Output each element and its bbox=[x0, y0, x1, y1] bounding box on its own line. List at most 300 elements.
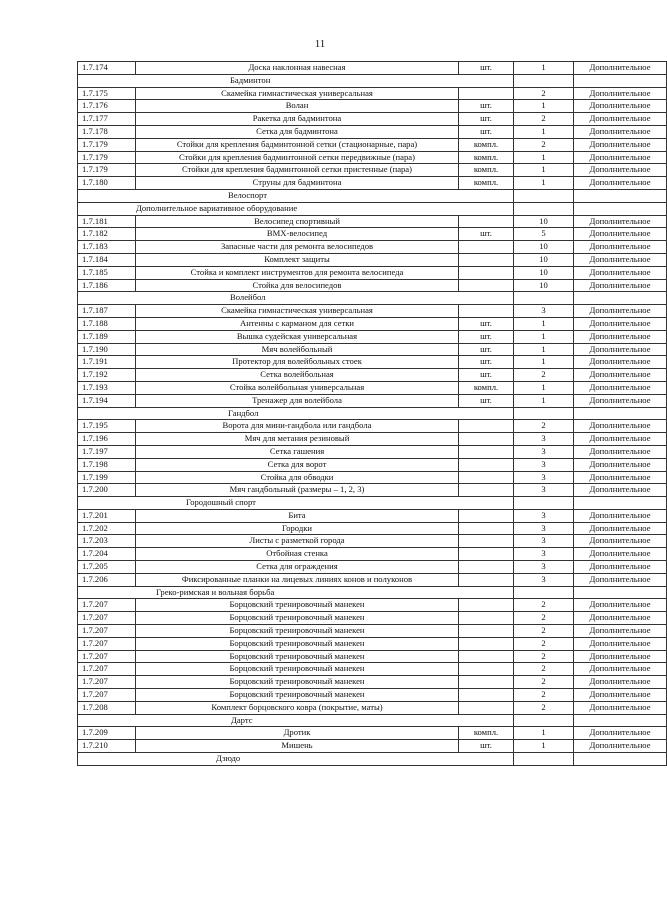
item-unit-cell bbox=[459, 612, 514, 625]
item-type-cell: Дополнительное bbox=[574, 458, 667, 471]
item-name-cell: Фиксированные планки на лицевых линиях конов и полуконов bbox=[136, 573, 459, 586]
section-title: Дзюдо bbox=[78, 753, 514, 766]
table-row bbox=[78, 343, 667, 356]
item-quantity-cell: 1 bbox=[514, 356, 574, 369]
item-quantity-cell: 10 bbox=[514, 215, 574, 228]
section-qty-cell bbox=[514, 202, 574, 215]
section-type-cell bbox=[574, 292, 667, 305]
item-name-cell: Борцовский тренировочный манекен bbox=[136, 650, 459, 663]
item-unit-cell bbox=[459, 689, 514, 702]
item-number-cell: 1.7.194 bbox=[78, 394, 136, 407]
table-row bbox=[78, 727, 667, 740]
item-quantity-cell: 3 bbox=[514, 471, 574, 484]
item-unit-cell: компл. bbox=[459, 164, 514, 177]
item-number-cell: 1.7.210 bbox=[78, 740, 136, 753]
item-name-cell: Стойки для крепления бадминтонной сетки передвижные (пара) bbox=[136, 151, 459, 164]
item-type-cell: Дополнительное bbox=[574, 305, 667, 318]
table-row bbox=[78, 253, 667, 266]
table-row bbox=[78, 305, 667, 318]
item-unit-cell: шт. bbox=[459, 317, 514, 330]
item-quantity-cell: 3 bbox=[514, 548, 574, 561]
item-name-cell: Протектор для волейбольных стоек bbox=[136, 356, 459, 369]
item-number-cell: 1.7.207 bbox=[78, 637, 136, 650]
table-row bbox=[78, 241, 667, 254]
section-qty-cell bbox=[514, 714, 574, 727]
item-type-cell: Дополнительное bbox=[574, 548, 667, 561]
item-number-cell: 1.7.177 bbox=[78, 113, 136, 126]
item-name-cell: Антенны с карманом для сетки bbox=[136, 317, 459, 330]
item-type-cell: Дополнительное bbox=[574, 343, 667, 356]
table-row bbox=[78, 471, 667, 484]
item-quantity-cell: 3 bbox=[514, 458, 574, 471]
item-quantity-cell: 2 bbox=[514, 676, 574, 689]
item-name-cell: Сетка для ворот bbox=[136, 458, 459, 471]
item-quantity-cell: 1 bbox=[514, 177, 574, 190]
equipment-table bbox=[77, 61, 667, 766]
table-row bbox=[78, 125, 667, 138]
item-type-cell: Дополнительное bbox=[574, 612, 667, 625]
section-type-cell bbox=[574, 497, 667, 510]
item-number-cell: 1.7.181 bbox=[78, 215, 136, 228]
item-type-cell: Дополнительное bbox=[574, 125, 667, 138]
item-quantity-cell: 2 bbox=[514, 701, 574, 714]
item-type-cell: Дополнительное bbox=[574, 689, 667, 702]
section-header-row bbox=[78, 753, 667, 766]
item-quantity-cell: 1 bbox=[514, 394, 574, 407]
section-header-row bbox=[78, 202, 667, 215]
item-name-cell: Тренажер для волейбола bbox=[136, 394, 459, 407]
item-name-cell: Велосипед спортивный bbox=[136, 215, 459, 228]
item-name-cell: Доска наклонная навесная bbox=[136, 62, 459, 75]
item-number-cell: 1.7.179 bbox=[78, 151, 136, 164]
item-unit-cell: компл. bbox=[459, 727, 514, 740]
item-unit-cell: шт. bbox=[459, 394, 514, 407]
item-unit-cell bbox=[459, 663, 514, 676]
item-number-cell: 1.7.187 bbox=[78, 305, 136, 318]
table-row bbox=[78, 433, 667, 446]
table-row bbox=[78, 369, 667, 382]
section-header-row bbox=[78, 189, 667, 202]
item-number-cell: 1.7.195 bbox=[78, 420, 136, 433]
table-row bbox=[78, 100, 667, 113]
section-title: Греко-римская и вольная борьба bbox=[78, 586, 514, 599]
item-quantity-cell: 3 bbox=[514, 573, 574, 586]
table-row bbox=[78, 676, 667, 689]
item-type-cell: Дополнительное bbox=[574, 253, 667, 266]
item-unit-cell bbox=[459, 253, 514, 266]
item-type-cell: Дополнительное bbox=[574, 356, 667, 369]
item-unit-cell: шт. bbox=[459, 356, 514, 369]
item-number-cell: 1.7.201 bbox=[78, 509, 136, 522]
item-number-cell: 1.7.185 bbox=[78, 266, 136, 279]
section-header-row bbox=[78, 74, 667, 87]
section-header-row bbox=[78, 497, 667, 510]
item-number-cell: 1.7.208 bbox=[78, 701, 136, 714]
item-name-cell: BMX-велосипед bbox=[136, 228, 459, 241]
item-type-cell: Дополнительное bbox=[574, 637, 667, 650]
item-quantity-cell: 3 bbox=[514, 535, 574, 548]
table-row bbox=[78, 535, 667, 548]
item-number-cell: 1.7.192 bbox=[78, 369, 136, 382]
table-row bbox=[78, 62, 667, 75]
item-unit-cell bbox=[459, 561, 514, 574]
item-number-cell: 1.7.182 bbox=[78, 228, 136, 241]
item-number-cell: 1.7.174 bbox=[78, 62, 136, 75]
section-title: Дополнительное вариативное оборудование bbox=[78, 202, 514, 215]
item-number-cell: 1.7.207 bbox=[78, 663, 136, 676]
item-name-cell: Борцовский тренировочный манекен bbox=[136, 637, 459, 650]
item-type-cell: Дополнительное bbox=[574, 151, 667, 164]
section-header-row bbox=[78, 586, 667, 599]
item-number-cell: 1.7.179 bbox=[78, 164, 136, 177]
table-row bbox=[78, 317, 667, 330]
item-type-cell: Дополнительное bbox=[574, 522, 667, 535]
item-unit-cell: компл. bbox=[459, 138, 514, 151]
item-name-cell: Дротик bbox=[136, 727, 459, 740]
item-type-cell: Дополнительное bbox=[574, 561, 667, 574]
item-unit-cell: шт. bbox=[459, 343, 514, 356]
section-qty-cell bbox=[514, 74, 574, 87]
table-row bbox=[78, 650, 667, 663]
item-name-cell: Вышка судейская универсальная bbox=[136, 330, 459, 343]
section-title: Волейбол bbox=[78, 292, 514, 305]
section-title: Велоспорт bbox=[78, 189, 514, 202]
item-type-cell: Дополнительное bbox=[574, 369, 667, 382]
item-number-cell: 1.7.179 bbox=[78, 138, 136, 151]
item-name-cell: Запасные части для ремонта велосипедов bbox=[136, 241, 459, 254]
item-unit-cell: компл. bbox=[459, 381, 514, 394]
item-unit-cell: шт. bbox=[459, 330, 514, 343]
item-number-cell: 1.7.183 bbox=[78, 241, 136, 254]
item-type-cell: Дополнительное bbox=[574, 471, 667, 484]
table-row bbox=[78, 689, 667, 702]
item-unit-cell bbox=[459, 548, 514, 561]
table-row bbox=[78, 548, 667, 561]
table-row bbox=[78, 177, 667, 190]
item-name-cell: Сетка для ограждения bbox=[136, 561, 459, 574]
table-row bbox=[78, 625, 667, 638]
item-number-cell: 1.7.191 bbox=[78, 356, 136, 369]
item-type-cell: Дополнительное bbox=[574, 241, 667, 254]
table-row bbox=[78, 330, 667, 343]
item-unit-cell bbox=[459, 420, 514, 433]
section-type-cell bbox=[574, 202, 667, 215]
section-title: Гандбол bbox=[78, 407, 514, 420]
item-unit-cell: шт. bbox=[459, 369, 514, 382]
item-name-cell: Сетка гашения bbox=[136, 445, 459, 458]
table-row bbox=[78, 420, 667, 433]
item-quantity-cell: 1 bbox=[514, 100, 574, 113]
item-number-cell: 1.7.205 bbox=[78, 561, 136, 574]
item-quantity-cell: 1 bbox=[514, 343, 574, 356]
item-type-cell: Дополнительное bbox=[574, 599, 667, 612]
item-type-cell: Дополнительное bbox=[574, 484, 667, 497]
item-type-cell: Дополнительное bbox=[574, 317, 667, 330]
item-unit-cell: шт. bbox=[459, 113, 514, 126]
item-quantity-cell: 3 bbox=[514, 445, 574, 458]
page-number: 11 bbox=[314, 38, 326, 50]
item-number-cell: 1.7.204 bbox=[78, 548, 136, 561]
section-qty-cell bbox=[514, 407, 574, 420]
table-row bbox=[78, 113, 667, 126]
item-name-cell: Струны для бадминтона bbox=[136, 177, 459, 190]
item-number-cell: 1.7.184 bbox=[78, 253, 136, 266]
item-name-cell: Стойки для крепления бадминтонной сетки пристенные (пара) bbox=[136, 164, 459, 177]
item-quantity-cell: 2 bbox=[514, 625, 574, 638]
item-quantity-cell: 2 bbox=[514, 138, 574, 151]
item-name-cell: Борцовский тренировочный манекен bbox=[136, 625, 459, 638]
item-number-cell: 1.7.203 bbox=[78, 535, 136, 548]
item-unit-cell bbox=[459, 650, 514, 663]
item-type-cell: Дополнительное bbox=[574, 113, 667, 126]
item-quantity-cell: 1 bbox=[514, 317, 574, 330]
item-unit-cell bbox=[459, 266, 514, 279]
item-type-cell: Дополнительное bbox=[574, 625, 667, 638]
item-name-cell: Волан bbox=[136, 100, 459, 113]
item-name-cell: Стойка и комплект инструментов для ремонта велосипеда bbox=[136, 266, 459, 279]
item-name-cell: Комплект борцовского ковра (покрытие, маты) bbox=[136, 701, 459, 714]
item-quantity-cell: 2 bbox=[514, 663, 574, 676]
item-unit-cell bbox=[459, 279, 514, 292]
item-quantity-cell: 2 bbox=[514, 650, 574, 663]
item-quantity-cell: 2 bbox=[514, 369, 574, 382]
item-number-cell: 1.7.198 bbox=[78, 458, 136, 471]
item-quantity-cell: 2 bbox=[514, 637, 574, 650]
table-row bbox=[78, 87, 667, 100]
item-type-cell: Дополнительное bbox=[574, 394, 667, 407]
item-name-cell: Борцовский тренировочный манекен bbox=[136, 663, 459, 676]
section-header-row bbox=[78, 292, 667, 305]
table-row bbox=[78, 138, 667, 151]
table-row bbox=[78, 599, 667, 612]
section-type-cell bbox=[574, 753, 667, 766]
item-type-cell: Дополнительное bbox=[574, 676, 667, 689]
item-type-cell: Дополнительное bbox=[574, 650, 667, 663]
item-unit-cell bbox=[459, 599, 514, 612]
equipment-table-body bbox=[78, 62, 667, 766]
item-unit-cell bbox=[459, 701, 514, 714]
table-row bbox=[78, 701, 667, 714]
table-row bbox=[78, 394, 667, 407]
table-row bbox=[78, 228, 667, 241]
item-name-cell: Бита bbox=[136, 509, 459, 522]
item-unit-cell bbox=[459, 87, 514, 100]
section-type-cell bbox=[574, 189, 667, 202]
item-name-cell: Борцовский тренировочный манекен bbox=[136, 676, 459, 689]
item-number-cell: 1.7.202 bbox=[78, 522, 136, 535]
item-type-cell: Дополнительное bbox=[574, 62, 667, 75]
item-quantity-cell: 1 bbox=[514, 740, 574, 753]
section-type-cell bbox=[574, 586, 667, 599]
item-unit-cell bbox=[459, 215, 514, 228]
item-unit-cell bbox=[459, 509, 514, 522]
item-unit-cell: компл. bbox=[459, 151, 514, 164]
table-row bbox=[78, 215, 667, 228]
item-unit-cell bbox=[459, 458, 514, 471]
item-quantity-cell: 10 bbox=[514, 241, 574, 254]
item-number-cell: 1.7.207 bbox=[78, 689, 136, 702]
item-name-cell: Мяч гандбольный (размеры – 1, 2, 3) bbox=[136, 484, 459, 497]
item-type-cell: Дополнительное bbox=[574, 573, 667, 586]
item-type-cell: Дополнительное bbox=[574, 509, 667, 522]
item-unit-cell bbox=[459, 445, 514, 458]
item-name-cell: Стойка для обводки bbox=[136, 471, 459, 484]
item-name-cell: Мяч для метания резиновый bbox=[136, 433, 459, 446]
item-quantity-cell: 2 bbox=[514, 420, 574, 433]
item-name-cell: Ракетка для бадминтона bbox=[136, 113, 459, 126]
item-unit-cell bbox=[459, 522, 514, 535]
item-type-cell: Дополнительное bbox=[574, 420, 667, 433]
item-number-cell: 1.7.199 bbox=[78, 471, 136, 484]
item-type-cell: Дополнительное bbox=[574, 266, 667, 279]
item-name-cell: Скамейка гимнастическая универсальная bbox=[136, 87, 459, 100]
table-row bbox=[78, 637, 667, 650]
item-unit-cell bbox=[459, 535, 514, 548]
item-type-cell: Дополнительное bbox=[574, 87, 667, 100]
table-row bbox=[78, 151, 667, 164]
item-name-cell: Стойка волейбольная универсальная bbox=[136, 381, 459, 394]
item-type-cell: Дополнительное bbox=[574, 228, 667, 241]
item-unit-cell bbox=[459, 676, 514, 689]
section-title: Бадминтон bbox=[78, 74, 514, 87]
item-number-cell: 1.7.207 bbox=[78, 599, 136, 612]
table-row bbox=[78, 573, 667, 586]
item-quantity-cell: 2 bbox=[514, 689, 574, 702]
item-quantity-cell: 1 bbox=[514, 330, 574, 343]
item-quantity-cell: 3 bbox=[514, 305, 574, 318]
item-quantity-cell: 1 bbox=[514, 381, 574, 394]
item-quantity-cell: 1 bbox=[514, 125, 574, 138]
item-number-cell: 1.7.207 bbox=[78, 612, 136, 625]
item-number-cell: 1.7.207 bbox=[78, 625, 136, 638]
table-row bbox=[78, 266, 667, 279]
item-number-cell: 1.7.193 bbox=[78, 381, 136, 394]
item-unit-cell bbox=[459, 484, 514, 497]
item-type-cell: Дополнительное bbox=[574, 138, 667, 151]
item-name-cell: Комплект защиты bbox=[136, 253, 459, 266]
item-name-cell: Скамейка гимнастическая универсальная bbox=[136, 305, 459, 318]
item-name-cell: Борцовский тренировочный манекен bbox=[136, 689, 459, 702]
item-type-cell: Дополнительное bbox=[574, 445, 667, 458]
section-qty-cell bbox=[514, 292, 574, 305]
table-row bbox=[78, 381, 667, 394]
item-number-cell: 1.7.200 bbox=[78, 484, 136, 497]
table-row bbox=[78, 522, 667, 535]
item-unit-cell: шт. bbox=[459, 228, 514, 241]
item-quantity-cell: 3 bbox=[514, 433, 574, 446]
item-unit-cell bbox=[459, 573, 514, 586]
item-type-cell: Дополнительное bbox=[574, 215, 667, 228]
item-number-cell: 1.7.175 bbox=[78, 87, 136, 100]
item-quantity-cell: 10 bbox=[514, 266, 574, 279]
item-unit-cell bbox=[459, 637, 514, 650]
item-name-cell: Мишень bbox=[136, 740, 459, 753]
item-name-cell: Отбойная стенка bbox=[136, 548, 459, 561]
section-qty-cell bbox=[514, 189, 574, 202]
item-number-cell: 1.7.207 bbox=[78, 676, 136, 689]
item-quantity-cell: 2 bbox=[514, 612, 574, 625]
item-number-cell: 1.7.186 bbox=[78, 279, 136, 292]
section-header-row bbox=[78, 714, 667, 727]
table-row bbox=[78, 458, 667, 471]
item-number-cell: 1.7.207 bbox=[78, 650, 136, 663]
item-name-cell: Сетка волейбольная bbox=[136, 369, 459, 382]
item-quantity-cell: 2 bbox=[514, 87, 574, 100]
item-quantity-cell: 3 bbox=[514, 484, 574, 497]
item-type-cell: Дополнительное bbox=[574, 535, 667, 548]
item-unit-cell bbox=[459, 241, 514, 254]
item-unit-cell: компл. bbox=[459, 177, 514, 190]
item-unit-cell bbox=[459, 625, 514, 638]
item-unit-cell bbox=[459, 433, 514, 446]
item-quantity-cell: 3 bbox=[514, 522, 574, 535]
item-type-cell: Дополнительное bbox=[574, 330, 667, 343]
item-quantity-cell: 5 bbox=[514, 228, 574, 241]
item-name-cell: Борцовский тренировочный манекен bbox=[136, 599, 459, 612]
item-unit-cell: шт. bbox=[459, 62, 514, 75]
item-type-cell: Дополнительное bbox=[574, 727, 667, 740]
section-type-cell bbox=[574, 714, 667, 727]
table-row bbox=[78, 356, 667, 369]
table-row bbox=[78, 509, 667, 522]
item-number-cell: 1.7.188 bbox=[78, 317, 136, 330]
item-unit-cell: шт. bbox=[459, 125, 514, 138]
section-type-cell bbox=[574, 74, 667, 87]
item-number-cell: 1.7.189 bbox=[78, 330, 136, 343]
table-row bbox=[78, 663, 667, 676]
table-row bbox=[78, 484, 667, 497]
item-name-cell: Борцовский тренировочный манекен bbox=[136, 612, 459, 625]
item-name-cell: Листы с разметкой города bbox=[136, 535, 459, 548]
item-quantity-cell: 3 bbox=[514, 561, 574, 574]
item-number-cell: 1.7.196 bbox=[78, 433, 136, 446]
item-type-cell: Дополнительное bbox=[574, 381, 667, 394]
item-unit-cell bbox=[459, 305, 514, 318]
item-number-cell: 1.7.197 bbox=[78, 445, 136, 458]
item-number-cell: 1.7.206 bbox=[78, 573, 136, 586]
item-unit-cell bbox=[459, 471, 514, 484]
section-header-row bbox=[78, 407, 667, 420]
item-type-cell: Дополнительное bbox=[574, 740, 667, 753]
section-qty-cell bbox=[514, 586, 574, 599]
item-type-cell: Дополнительное bbox=[574, 701, 667, 714]
item-unit-cell: шт. bbox=[459, 100, 514, 113]
section-title: Дартс bbox=[78, 714, 514, 727]
item-type-cell: Дополнительное bbox=[574, 663, 667, 676]
item-name-cell: Стойка для велосипедов bbox=[136, 279, 459, 292]
section-qty-cell bbox=[514, 753, 574, 766]
item-quantity-cell: 10 bbox=[514, 253, 574, 266]
item-quantity-cell: 1 bbox=[514, 62, 574, 75]
item-number-cell: 1.7.180 bbox=[78, 177, 136, 190]
item-type-cell: Дополнительное bbox=[574, 279, 667, 292]
section-title: Городошный спорт bbox=[78, 497, 514, 510]
item-number-cell: 1.7.209 bbox=[78, 727, 136, 740]
item-quantity-cell: 1 bbox=[514, 727, 574, 740]
item-type-cell: Дополнительное bbox=[574, 164, 667, 177]
section-type-cell bbox=[574, 407, 667, 420]
section-qty-cell bbox=[514, 497, 574, 510]
item-quantity-cell: 2 bbox=[514, 599, 574, 612]
item-type-cell: Дополнительное bbox=[574, 100, 667, 113]
item-unit-cell: шт. bbox=[459, 740, 514, 753]
item-quantity-cell: 1 bbox=[514, 164, 574, 177]
item-name-cell: Мяч волейбольный bbox=[136, 343, 459, 356]
item-number-cell: 1.7.190 bbox=[78, 343, 136, 356]
item-quantity-cell: 1 bbox=[514, 151, 574, 164]
item-name-cell: Ворота для мини-гандбола или гандбола bbox=[136, 420, 459, 433]
item-quantity-cell: 10 bbox=[514, 279, 574, 292]
